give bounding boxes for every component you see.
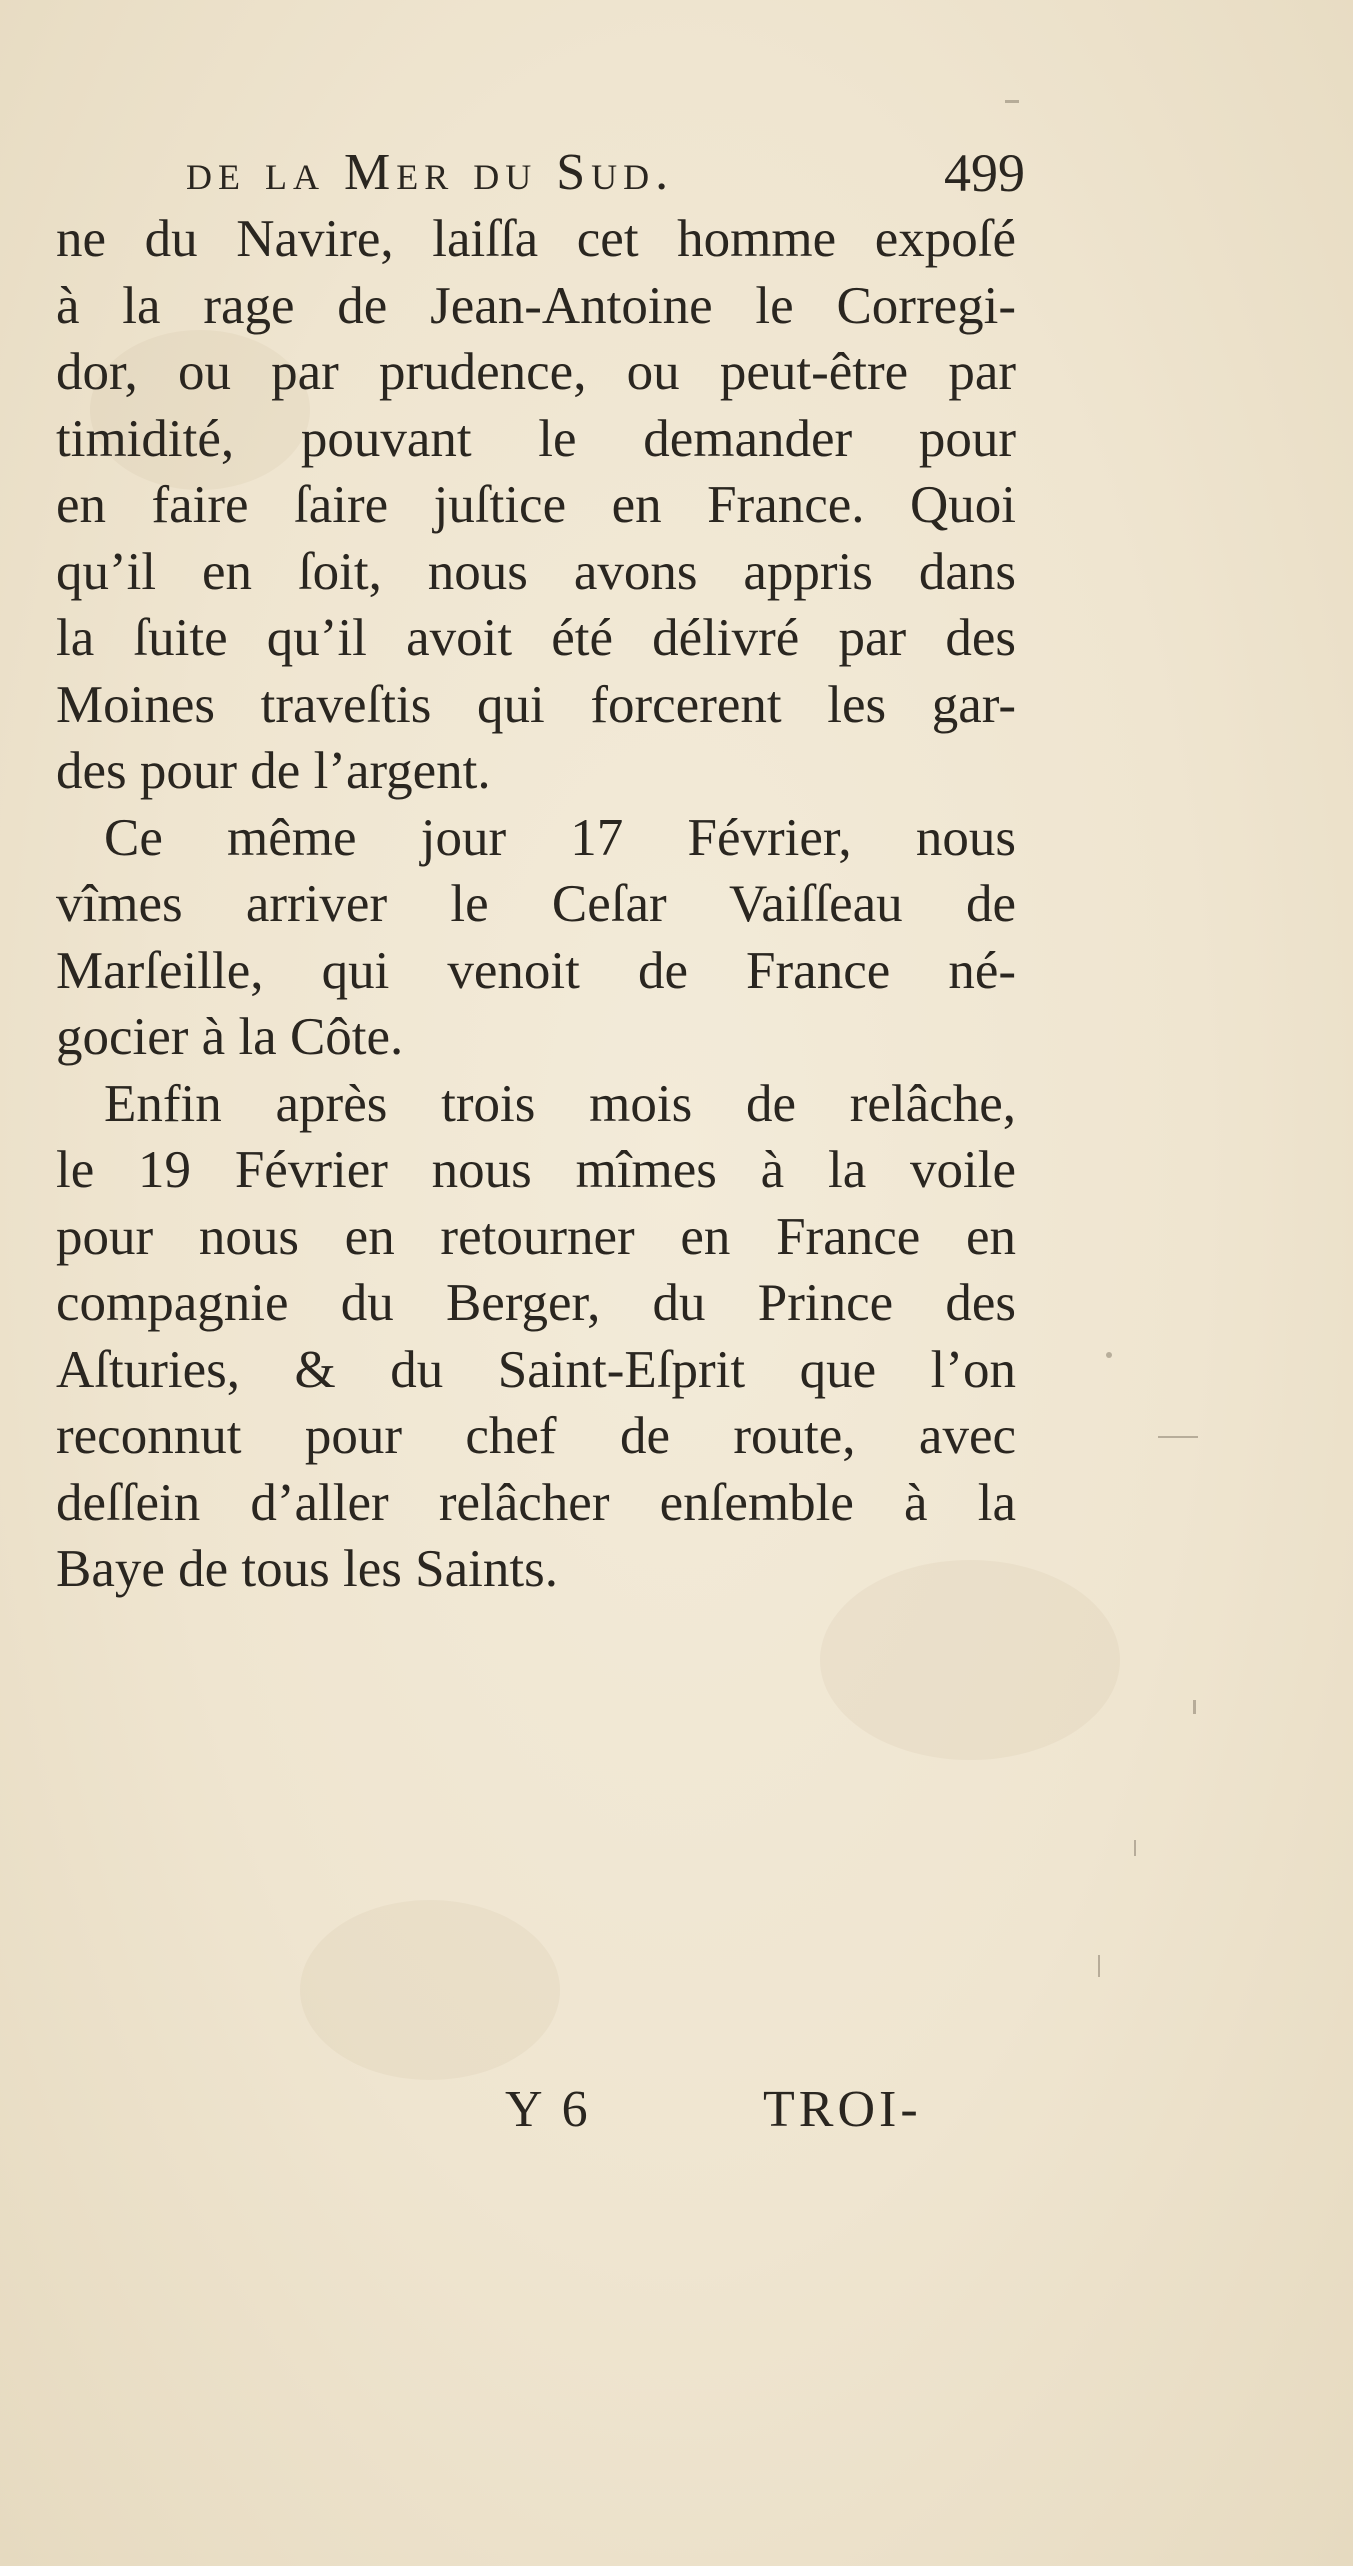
page-footer: [0, 2080, 1353, 2160]
catchword: TROI-: [763, 2081, 922, 2138]
ink-speck: [1106, 1352, 1112, 1358]
text-line: pour nous en retourner en France en: [56, 1207, 1016, 1266]
ink-speck: [1005, 100, 1019, 103]
text-line: Moines traveſtis qui forcerent les gar-: [56, 675, 1016, 734]
text-line: ne du Navire, laiſſa cet homme expoſé: [56, 210, 1016, 268]
ink-speck: [1193, 1700, 1196, 1714]
running-title: de la Mer du Sud.: [186, 144, 675, 201]
text-line: gocier à la Côte.: [56, 1008, 404, 1066]
text-line: Aſturies, & du Saint-Eſprit que l’on: [56, 1340, 1016, 1399]
text-line: le 19 Février nous mîmes à la voile: [56, 1141, 1016, 1199]
text-line: reconnut pour chef de route, avec: [56, 1407, 1016, 1465]
page-header: [186, 138, 1086, 208]
text-line: Enfin après trois mois de relâche,: [104, 1074, 1016, 1133]
ink-speck: [1098, 1955, 1100, 1977]
text-line: deſſein d’aller relâcher enſemble à la: [56, 1473, 1016, 1532]
text-line: compagnie du Berger, du Prince des: [56, 1274, 1016, 1332]
text-line: Baye de tous les Saints.: [56, 1540, 558, 1598]
text-line: des pour de l’argent.: [56, 742, 491, 800]
body-text: [56, 206, 1016, 1603]
ink-speck: [1134, 1840, 1136, 1856]
text-line: la ſuite qu’il avoit été délivré par des: [56, 609, 1016, 667]
text-line: en faire ſaire juſtice en France. Quoi: [56, 476, 1016, 534]
text-line: qu’il en ſoit, nous avons appris dans: [56, 542, 1016, 601]
text-line: Marſeille, qui venoit de France né-: [56, 941, 1016, 1000]
text-line: vîmes arriver le Ceſar Vaiſſeau de: [56, 875, 1016, 933]
signature-mark: Y 6: [505, 2081, 592, 2138]
text-line: Ce même jour 17 Février, nous: [104, 808, 1016, 867]
ink-speck: [1158, 1436, 1198, 1438]
text-line: dor, ou par prudence, ou peut-être par: [56, 343, 1016, 401]
text-line: timidité, pouvant le demander pour: [56, 409, 1016, 468]
page-number: 499: [944, 143, 1025, 203]
text-line: à la rage de Jean-Antoine le Corregi-: [56, 276, 1016, 335]
